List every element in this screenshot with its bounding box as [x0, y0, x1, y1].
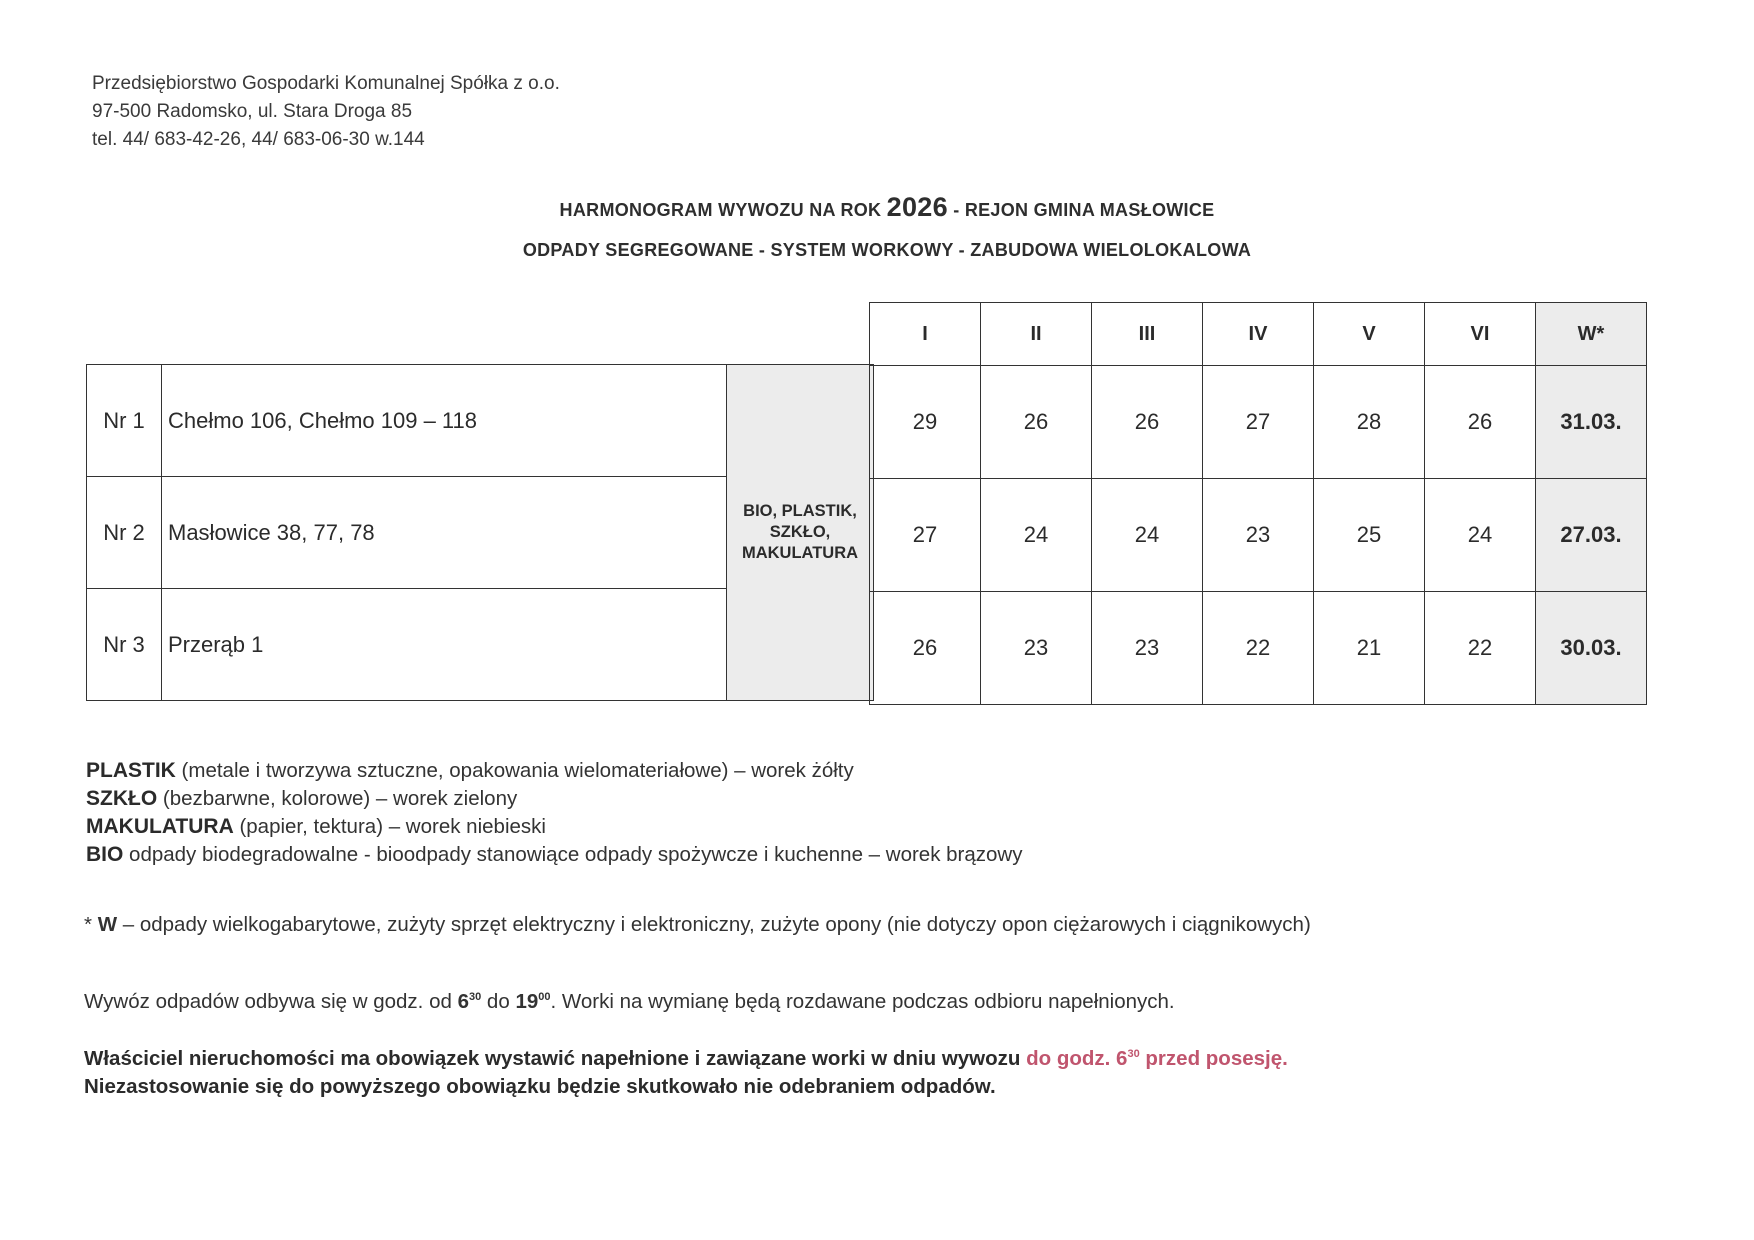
month-header: IV — [1203, 303, 1314, 366]
note-desc: – odpady wielkogabarytowe, zużyty sprzęt elektryczny i elektroniczny, zużyte opony (nie dotyczy opon ciężarowych i ciągnikowych) — [117, 913, 1311, 936]
bulky-date-cell: 31.03. — [1536, 366, 1647, 479]
date-cell: 23 — [1203, 479, 1314, 592]
obligation-deadline: do godz. $6^{30}$ przed posesję. — [1026, 1046, 1288, 1070]
category-line: SZKŁO, — [769, 523, 831, 541]
month-header: II — [981, 303, 1092, 366]
obligation-text: Właściciel nieruchomości ma obowiązek wystawić napełnione i zawiązane worki w dniu wywozu — [84, 1046, 1027, 1070]
bulky-waste-note — [84, 913, 1311, 937]
legend-term: BIO — [86, 843, 124, 866]
obligation-line — [84, 1040, 1288, 1073]
date-cell: 22 — [1203, 592, 1314, 705]
schedule-subtitle: ODPADY SEGREGOWANE - SYSTEM WORKOWY - ZABUDOWA WIELOLOKALOWA — [522, 240, 1252, 260]
category-line: BIO, PLASTIK, — [743, 502, 857, 520]
legend-term: SZKŁO — [86, 787, 158, 810]
date-cell: 29 — [870, 366, 981, 479]
dates-row — [870, 366, 1647, 479]
dates-row — [870, 479, 1647, 592]
date-cell: 22 — [1425, 592, 1536, 705]
obligation-consequence: Niezastosowanie się do powyższego obowiązku będzie skutkowało nie odebraniem odpadów. — [84, 1074, 996, 1098]
row-number: Nr 2 — [87, 477, 162, 589]
date-cell: 23 — [1092, 592, 1203, 705]
address-table — [86, 364, 874, 701]
dates-row — [870, 592, 1647, 705]
date-cell: 23 — [981, 592, 1092, 705]
date-cell: 21 — [1314, 592, 1425, 705]
company-header — [92, 70, 560, 154]
date-cell: 24 — [1425, 479, 1536, 592]
waste-legend — [86, 757, 1023, 869]
company-phone: tel. 44/ 683-42-26, 44/ 683-06-30 w.144 — [92, 129, 425, 150]
note-star: * — [84, 913, 98, 936]
date-cell: 26 — [870, 592, 981, 705]
row-number: Nr 1 — [87, 365, 162, 477]
legend-term: MAKULATURA — [86, 815, 234, 838]
date-cell: 25 — [1314, 479, 1425, 592]
month-header-row — [870, 303, 1647, 366]
date-cell: 26 — [981, 366, 1092, 479]
date-cell: 24 — [1092, 479, 1203, 592]
note-term: W — [97, 913, 118, 936]
table-row — [87, 365, 874, 477]
hours-to-min: 00 — [538, 991, 551, 1004]
legend-item — [86, 785, 1023, 813]
hours-prefix: Wywóz odpadów odbywa się w godz. od — [84, 990, 458, 1013]
bulky-date-cell: 30.03. — [1536, 592, 1647, 705]
hours-to: 19 — [515, 990, 539, 1013]
collection-hours — [84, 990, 1175, 1014]
company-name: Przedsiębiorstwo Gospodarki Komunalnej Spółka z o.o. — [92, 73, 560, 94]
bulky-date-cell: 27.03. — [1536, 479, 1647, 592]
row-address: Chełmo 106, Chełmo 109 – 118 — [162, 365, 727, 477]
month-header: I — [870, 303, 981, 366]
title-prefix: HARMONOGRAM WYWOZU NA ROK — [559, 200, 887, 220]
dates-table — [869, 302, 1647, 705]
waste-category — [727, 365, 874, 701]
row-number: Nr 3 — [87, 589, 162, 701]
hours-mid: do — [481, 990, 516, 1013]
month-header: VI — [1425, 303, 1536, 366]
date-cell: 28 — [1314, 366, 1425, 479]
hours-from-min: 30 — [468, 991, 482, 1004]
month-header: III — [1092, 303, 1203, 366]
bulky-header: W* — [1536, 303, 1647, 366]
date-cell: 27 — [870, 479, 981, 592]
date-cell: 26 — [1425, 366, 1536, 479]
title-year: 2026 — [886, 192, 948, 222]
date-cell: 26 — [1092, 366, 1203, 479]
legend-term: PLASTIK — [86, 759, 176, 782]
row-address: Masłowice 38, 77, 78 — [162, 477, 727, 589]
company-address: 97-500 Radomsko, ul. Stara Droga 85 — [92, 101, 413, 122]
hours-from: 6 — [457, 990, 469, 1013]
schedule-title — [0, 192, 1754, 223]
row-address: Przerąb 1 — [162, 589, 727, 701]
owner-obligation — [84, 1040, 1288, 1101]
legend-desc: (bezbarwne, kolorowe) – worek zielony — [157, 787, 518, 810]
title-suffix: - REJON GMINA MASŁOWICE — [947, 200, 1215, 220]
date-cell: 24 — [981, 479, 1092, 592]
month-header: V — [1314, 303, 1425, 366]
legend-item — [86, 757, 1023, 785]
legend-item — [86, 813, 1023, 841]
legend-desc: (metale i tworzywa sztuczne, opakowania wielomateriałowe) – worek żółty — [175, 759, 854, 782]
legend-item — [86, 841, 1023, 869]
hours-suffix: . Worki na wymianę będą rozdawane podczas odbioru napełnionych. — [550, 990, 1175, 1013]
legend-desc: (papier, tektura) – worek niebieski — [233, 815, 546, 838]
category-line: MAKULATURA — [741, 544, 859, 562]
legend-desc: odpady biodegradowalne - bioodpady stanowiące odpady spożywcze i kuchenne – worek brązowy — [123, 843, 1023, 866]
date-cell: 27 — [1203, 366, 1314, 479]
